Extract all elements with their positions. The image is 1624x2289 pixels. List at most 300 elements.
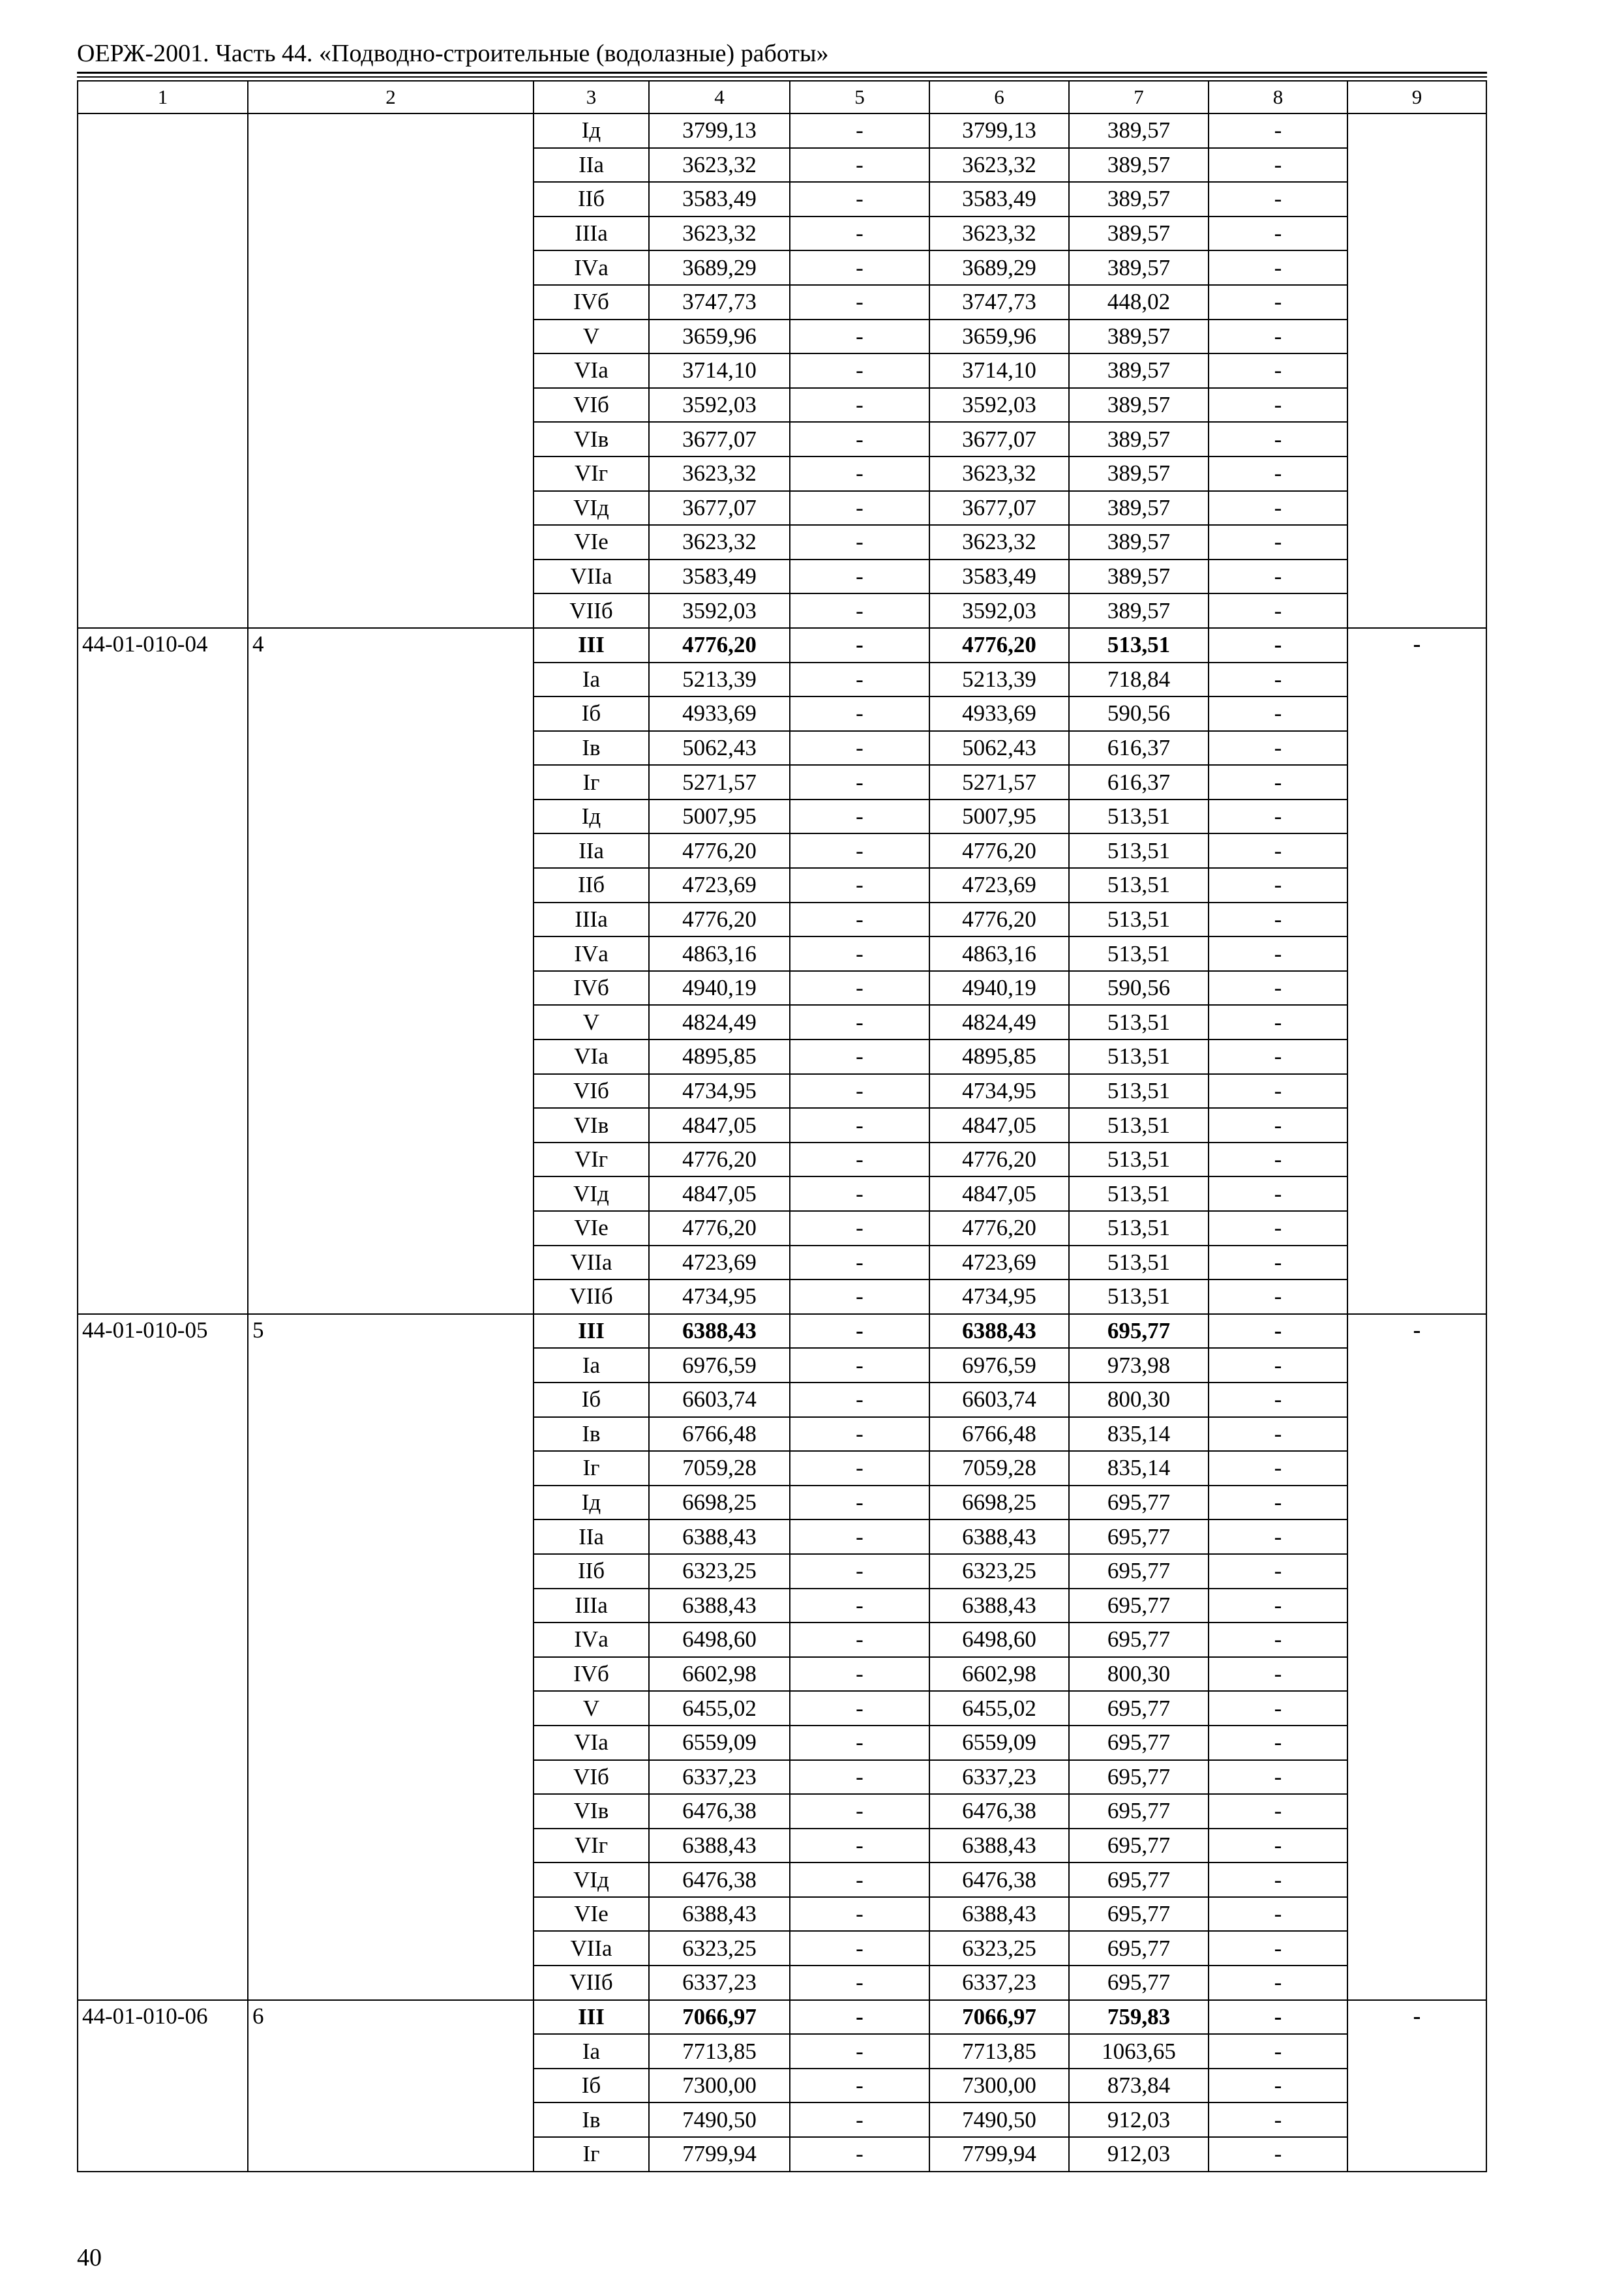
value-cell: - (790, 1451, 929, 1486)
zone-cell: Iв (534, 1417, 649, 1452)
value-cell: - (790, 903, 929, 937)
value-cell: 7300,00 (649, 2069, 790, 2103)
zone-cell: Iд (534, 800, 649, 834)
zone-cell: VIд (534, 1176, 649, 1211)
value-cell: - (1209, 1760, 1347, 1795)
table-row (78, 113, 1486, 148)
value-cell: - (1209, 422, 1347, 456)
zone-cell: VIб (534, 1074, 649, 1109)
value-cell: - (1209, 1691, 1347, 1726)
value-cell: - (1209, 2137, 1347, 2172)
value-cell: 6976,59 (929, 1348, 1069, 1383)
value-cell: 695,77 (1069, 1863, 1209, 1897)
value-cell: 6323,25 (649, 1554, 790, 1589)
value-cell: - (1209, 1246, 1347, 1280)
value-cell: 695,77 (1069, 1519, 1209, 1554)
value-cell: 6388,43 (649, 1589, 790, 1623)
value-cell: - (1209, 1176, 1347, 1211)
value-cell: - (1209, 2069, 1347, 2103)
value-cell: - (790, 560, 929, 594)
value-cell: - (1209, 800, 1347, 834)
value-cell: - (1209, 285, 1347, 320)
value-cell: 3623,32 (649, 148, 790, 183)
value-cell: - (790, 833, 929, 868)
zone-cell: VIIа (534, 560, 649, 594)
value-cell: 3623,32 (929, 148, 1069, 183)
value-cell: 4847,05 (649, 1108, 790, 1143)
value-cell: 7059,28 (929, 1451, 1069, 1486)
zone-cell: IIIа (534, 1589, 649, 1623)
value-cell: - (1209, 765, 1347, 800)
value-cell: 4847,05 (929, 1176, 1069, 1211)
value-cell: 513,51 (1069, 1074, 1209, 1109)
value-cell: 6388,43 (649, 1314, 790, 1349)
value-cell: 389,57 (1069, 320, 1209, 354)
column-9-value: - (1413, 2003, 1421, 2029)
value-cell: 6337,23 (929, 1966, 1069, 2000)
column-number-cell: 9 (1347, 81, 1486, 113)
value-cell: 3689,29 (929, 250, 1069, 285)
value-cell: 4863,16 (929, 936, 1069, 971)
zone-cell: Iв (534, 2102, 649, 2137)
value-cell: 835,14 (1069, 1417, 1209, 1452)
value-cell: 5271,57 (929, 765, 1069, 800)
value-cell: - (1209, 1348, 1347, 1383)
value-cell: 6388,43 (929, 1314, 1069, 1349)
column-number-cell: 7 (1069, 81, 1209, 113)
value-cell: 4734,95 (929, 1279, 1069, 1314)
value-cell: - (790, 1176, 929, 1211)
zone-cell: VIIа (534, 1931, 649, 1966)
value-cell: 6603,74 (929, 1383, 1069, 1417)
value-cell: 389,57 (1069, 456, 1209, 491)
value-cell: 6476,38 (929, 1794, 1069, 1829)
value-cell: 3592,03 (929, 593, 1069, 628)
value-cell: 3623,32 (649, 217, 790, 251)
value-cell: - (1209, 833, 1347, 868)
value-cell: 695,77 (1069, 1691, 1209, 1726)
value-cell: 6476,38 (929, 1863, 1069, 1897)
value-cell: - (1209, 1074, 1347, 1109)
rate-number-cell: 4 (248, 628, 534, 1314)
value-cell: - (790, 148, 929, 183)
zone-cell: VIе (534, 1211, 649, 1246)
value-cell: 4723,69 (929, 1246, 1069, 1280)
value-cell: 6698,25 (929, 1486, 1069, 1520)
value-cell: 6498,60 (929, 1623, 1069, 1657)
zone-cell: Iг (534, 1451, 649, 1486)
value-cell: 590,56 (1069, 971, 1209, 1006)
value-cell: 4940,19 (649, 971, 790, 1006)
value-cell: - (790, 1829, 929, 1863)
value-cell: 3714,10 (649, 353, 790, 388)
zone-cell: Iб (534, 696, 649, 731)
value-cell: - (1209, 491, 1347, 526)
value-cell: 5271,57 (649, 765, 790, 800)
zone-cell: Iв (534, 731, 649, 766)
value-cell: 4723,69 (929, 868, 1069, 903)
value-cell: 6388,43 (929, 1829, 1069, 1863)
zone-cell: VIIб (534, 1966, 649, 2000)
header-rule (77, 72, 1487, 74)
value-cell: 513,51 (1069, 1143, 1209, 1177)
value-cell: 389,57 (1069, 182, 1209, 217)
value-cell: 3623,32 (929, 525, 1069, 560)
value-cell: 513,51 (1069, 1176, 1209, 1211)
value-cell: - (790, 663, 929, 697)
value-cell: 695,77 (1069, 1966, 1209, 2000)
value-cell: - (790, 217, 929, 251)
zone-cell: IIб (534, 182, 649, 217)
value-cell: - (1209, 1314, 1347, 1349)
value-cell: 4776,20 (929, 628, 1069, 663)
value-cell: 3592,03 (929, 388, 1069, 423)
value-cell: - (790, 353, 929, 388)
value-cell: - (1209, 936, 1347, 971)
zone-cell: VIб (534, 388, 649, 423)
value-cell: 3714,10 (929, 353, 1069, 388)
rate-code-cell: 44-01-010-05 (78, 1314, 248, 2000)
value-cell: - (1209, 2000, 1347, 2035)
column-9-cell (1347, 113, 1486, 628)
value-cell: - (790, 2069, 929, 2103)
value-cell: - (790, 1623, 929, 1657)
value-cell: 3677,07 (649, 422, 790, 456)
column-9-cell (1347, 2000, 1486, 2172)
value-cell: - (1209, 731, 1347, 766)
rate-number-cell: 5 (248, 1314, 534, 2000)
column-number-cell: 3 (534, 81, 649, 113)
value-cell: 6976,59 (649, 1348, 790, 1383)
value-cell: 4776,20 (649, 628, 790, 663)
value-cell: - (790, 765, 929, 800)
value-cell: - (1209, 1726, 1347, 1760)
value-cell: 513,51 (1069, 1246, 1209, 1280)
value-cell: 6388,43 (649, 1897, 790, 1932)
value-cell: - (790, 696, 929, 731)
value-cell: 6388,43 (649, 1829, 790, 1863)
value-cell: 4933,69 (649, 696, 790, 731)
rates-table (77, 80, 1487, 2172)
zone-cell: Iа (534, 1348, 649, 1383)
value-cell: 800,30 (1069, 1383, 1209, 1417)
value-cell: - (790, 868, 929, 903)
value-cell: - (1209, 320, 1347, 354)
value-cell: 513,51 (1069, 628, 1209, 663)
value-cell: - (1209, 217, 1347, 251)
value-cell: - (790, 1760, 929, 1795)
value-cell: - (790, 1897, 929, 1932)
value-cell: 513,51 (1069, 1005, 1209, 1040)
value-cell: 695,77 (1069, 1486, 1209, 1520)
value-cell: 513,51 (1069, 1040, 1209, 1074)
zone-cell: IIIа (534, 903, 649, 937)
value-cell: 616,37 (1069, 765, 1209, 800)
zone-cell: V (534, 1691, 649, 1726)
zone-cell: IVб (534, 971, 649, 1006)
value-cell: - (1209, 1211, 1347, 1246)
value-cell: - (790, 113, 929, 148)
value-cell: - (1209, 1005, 1347, 1040)
value-cell: - (1209, 1897, 1347, 1932)
value-cell: 4776,20 (929, 1211, 1069, 1246)
value-cell: 3592,03 (649, 388, 790, 423)
value-cell: 6337,23 (929, 1760, 1069, 1795)
column-9-value: - (1413, 1317, 1421, 1343)
value-cell: 695,77 (1069, 1794, 1209, 1829)
value-cell: - (790, 1863, 929, 1897)
value-cell: - (1209, 1451, 1347, 1486)
value-cell: 800,30 (1069, 1657, 1209, 1692)
column-9-cell (1347, 1314, 1486, 2000)
value-cell: 6559,09 (929, 1726, 1069, 1760)
value-cell: - (1209, 903, 1347, 937)
value-cell: - (1209, 353, 1347, 388)
zone-cell: IIб (534, 1554, 649, 1589)
value-cell: - (790, 971, 929, 1006)
value-cell: 7490,50 (929, 2102, 1069, 2137)
value-cell: 513,51 (1069, 868, 1209, 903)
value-cell: - (790, 731, 929, 766)
value-cell: - (1209, 593, 1347, 628)
value-cell: - (790, 2137, 929, 2172)
value-cell: 6323,25 (649, 1931, 790, 1966)
value-cell: 6337,23 (649, 1760, 790, 1795)
rate-code-cell (78, 113, 248, 628)
zone-cell: VIв (534, 422, 649, 456)
value-cell: - (1209, 1657, 1347, 1692)
value-cell: 4933,69 (929, 696, 1069, 731)
value-cell: - (790, 1074, 929, 1109)
value-cell: - (1209, 560, 1347, 594)
value-cell: - (790, 800, 929, 834)
value-cell: - (790, 456, 929, 491)
value-cell: 3659,96 (649, 320, 790, 354)
value-cell: - (1209, 148, 1347, 183)
rate-code-cell: 44-01-010-06 (78, 2000, 248, 2172)
zone-cell: IVа (534, 936, 649, 971)
zone-cell: VIа (534, 1726, 649, 1760)
zone-cell: VIе (534, 525, 649, 560)
header-rule-double (77, 76, 1487, 78)
value-cell: - (1209, 1279, 1347, 1314)
value-cell: 695,77 (1069, 1314, 1209, 1349)
value-cell: 513,51 (1069, 800, 1209, 834)
zone-cell: IVб (534, 1657, 649, 1692)
value-cell: - (790, 422, 929, 456)
rates-table-body (78, 81, 1486, 2172)
value-cell: 7799,94 (649, 2137, 790, 2172)
value-cell: 389,57 (1069, 593, 1209, 628)
zone-cell: VIIб (534, 1279, 649, 1314)
value-cell: - (790, 936, 929, 971)
value-cell: 3677,07 (929, 422, 1069, 456)
value-cell: 4824,49 (649, 1005, 790, 1040)
value-cell: 695,77 (1069, 1726, 1209, 1760)
value-cell: 4776,20 (649, 1211, 790, 1246)
value-cell: - (1209, 2034, 1347, 2069)
value-cell: - (790, 525, 929, 560)
value-cell: 3623,32 (929, 456, 1069, 491)
zone-cell: IIа (534, 1519, 649, 1554)
value-cell: - (1209, 1966, 1347, 2000)
value-cell: 7300,00 (929, 2069, 1069, 2103)
value-cell: - (790, 1931, 929, 1966)
value-cell: 3747,73 (649, 285, 790, 320)
value-cell: - (790, 285, 929, 320)
zone-cell: Iа (534, 2034, 649, 2069)
value-cell: 7799,94 (929, 2137, 1069, 2172)
value-cell: 3623,32 (929, 217, 1069, 251)
value-cell: 6388,43 (649, 1519, 790, 1554)
value-cell: 389,57 (1069, 353, 1209, 388)
zone-cell: VIг (534, 456, 649, 491)
value-cell: 4776,20 (929, 903, 1069, 937)
column-number-cell: 6 (929, 81, 1069, 113)
value-cell: 389,57 (1069, 560, 1209, 594)
value-cell: 1063,65 (1069, 2034, 1209, 2069)
value-cell: 6766,48 (929, 1417, 1069, 1452)
value-cell: - (1209, 250, 1347, 285)
value-cell: - (790, 1143, 929, 1177)
zone-cell: Iд (534, 113, 649, 148)
value-cell: 7066,97 (929, 2000, 1069, 2035)
value-cell: - (790, 1417, 929, 1452)
column-number-row (78, 81, 1486, 113)
value-cell: - (1209, 628, 1347, 663)
value-cell: - (790, 1657, 929, 1692)
value-cell: 6603,74 (649, 1383, 790, 1417)
page-number: 40 (77, 2244, 102, 2271)
zone-cell: Iг (534, 765, 649, 800)
value-cell: - (790, 1211, 929, 1246)
zone-cell: IIб (534, 868, 649, 903)
rate-code-cell: 44-01-010-04 (78, 628, 248, 1314)
value-cell: - (790, 320, 929, 354)
value-cell: - (1209, 1143, 1347, 1177)
value-cell: - (790, 1966, 929, 2000)
column-9-value: - (1413, 631, 1421, 657)
zone-cell: VIе (534, 1897, 649, 1932)
value-cell: 513,51 (1069, 1108, 1209, 1143)
value-cell: - (1209, 182, 1347, 217)
value-cell: 4824,49 (929, 1005, 1069, 1040)
value-cell: - (790, 491, 929, 526)
zone-cell: IVб (534, 285, 649, 320)
value-cell: - (1209, 1383, 1347, 1417)
value-cell: - (790, 1794, 929, 1829)
zone-cell: IVа (534, 250, 649, 285)
value-cell: 4723,69 (649, 868, 790, 903)
value-cell: - (1209, 1040, 1347, 1074)
value-cell: - (790, 388, 929, 423)
zone-cell: Iб (534, 2069, 649, 2103)
value-cell: 7059,28 (649, 1451, 790, 1486)
value-cell: 389,57 (1069, 250, 1209, 285)
value-cell: - (790, 628, 929, 663)
value-cell: - (790, 1519, 929, 1554)
value-cell: 4863,16 (649, 936, 790, 971)
value-cell: 4847,05 (929, 1108, 1069, 1143)
zone-cell: VIIб (534, 593, 649, 628)
column-number-cell: 8 (1209, 81, 1347, 113)
value-cell: 4895,85 (649, 1040, 790, 1074)
value-cell: - (790, 1108, 929, 1143)
column-number-cell: 4 (649, 81, 790, 113)
value-cell: 6766,48 (649, 1417, 790, 1452)
value-cell: 513,51 (1069, 833, 1209, 868)
zone-cell: VIб (534, 1760, 649, 1795)
zone-cell: VIв (534, 1108, 649, 1143)
value-cell: - (1209, 1519, 1347, 1554)
value-cell: 695,77 (1069, 1623, 1209, 1657)
value-cell: - (1209, 2102, 1347, 2137)
value-cell: 4776,20 (649, 1143, 790, 1177)
value-cell: 3689,29 (649, 250, 790, 285)
value-cell: 3799,13 (649, 113, 790, 148)
value-cell: 3659,96 (929, 320, 1069, 354)
value-cell: 695,77 (1069, 1829, 1209, 1863)
value-cell: 7713,85 (929, 2034, 1069, 2069)
value-cell: 3677,07 (929, 491, 1069, 526)
value-cell: 389,57 (1069, 422, 1209, 456)
value-cell: - (790, 250, 929, 285)
value-cell: 3747,73 (929, 285, 1069, 320)
zone-cell: VIв (534, 1794, 649, 1829)
zone-cell: VIг (534, 1829, 649, 1863)
value-cell: 389,57 (1069, 491, 1209, 526)
value-cell: 5062,43 (929, 731, 1069, 766)
value-cell: 4895,85 (929, 1040, 1069, 1074)
value-cell: 718,84 (1069, 663, 1209, 697)
value-cell: 4723,69 (649, 1246, 790, 1280)
value-cell: 7066,97 (649, 2000, 790, 2035)
value-cell: - (790, 1486, 929, 1520)
value-cell: 973,98 (1069, 1348, 1209, 1383)
value-cell: 4940,19 (929, 971, 1069, 1006)
column-number-cell: 2 (248, 81, 534, 113)
zone-cell: IIа (534, 148, 649, 183)
value-cell: 389,57 (1069, 525, 1209, 560)
value-cell: 590,56 (1069, 696, 1209, 731)
value-cell: 6698,25 (649, 1486, 790, 1520)
value-cell: - (790, 2000, 929, 2035)
rate-number-cell: 6 (248, 2000, 534, 2172)
value-cell: 4734,95 (649, 1074, 790, 1109)
value-cell: - (790, 1040, 929, 1074)
value-cell: 5062,43 (649, 731, 790, 766)
value-cell: 616,37 (1069, 731, 1209, 766)
column-number-cell: 1 (78, 81, 248, 113)
value-cell: - (1209, 696, 1347, 731)
zone-cell: VIIа (534, 1246, 649, 1280)
value-cell: 5007,95 (649, 800, 790, 834)
value-cell: 513,51 (1069, 903, 1209, 937)
value-cell: 6559,09 (649, 1726, 790, 1760)
value-cell: 4734,95 (929, 1074, 1069, 1109)
zone-cell: Iб (534, 1383, 649, 1417)
value-cell: 513,51 (1069, 1279, 1209, 1314)
zone-cell: III (534, 1314, 649, 1349)
value-cell: - (1209, 1623, 1347, 1657)
value-cell: 4734,95 (649, 1279, 790, 1314)
rate-number-cell (248, 113, 534, 628)
value-cell: 6602,98 (649, 1657, 790, 1692)
value-cell: 695,77 (1069, 1897, 1209, 1932)
value-cell: - (1209, 1108, 1347, 1143)
document-header: ОЕРЖ-2001. Часть 44. «Подводно-строительные (водолазные) работы» (77, 40, 829, 67)
value-cell: 6476,38 (649, 1863, 790, 1897)
